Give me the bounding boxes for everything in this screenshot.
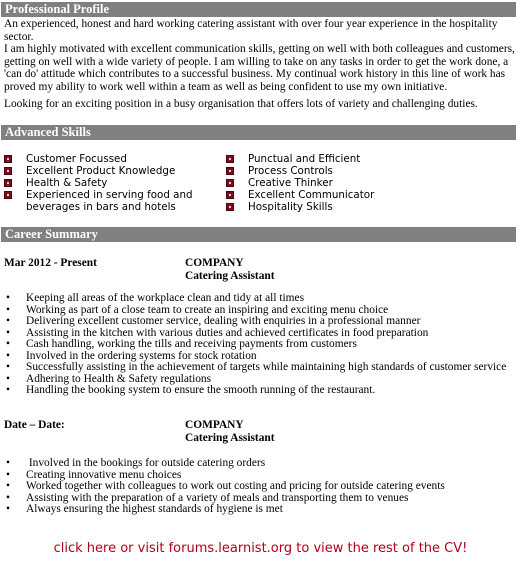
skill-item	[226, 153, 374, 165]
duty-text: Successfully assisting in the achievement of targets while maintaining high standards of customer service	[26, 361, 507, 373]
square-bullet-icon	[4, 155, 12, 163]
profile-paragraph	[4, 18, 516, 94]
duty-text: Keeping all areas of the workplace clean and tidy at all times	[26, 292, 305, 304]
skill-item	[4, 177, 193, 189]
bullet-icon: •	[6, 292, 10, 304]
job-duties-list	[4, 458, 516, 516]
skill-item	[4, 165, 193, 177]
skill-label: Process Controls	[248, 165, 333, 177]
skill-item	[4, 189, 193, 201]
duty-text: Assisting in the kitchen with various duties and achieved certificates in food preparation	[26, 326, 429, 339]
job-company	[185, 257, 275, 283]
bullet-icon: •	[6, 480, 10, 492]
bullet-icon: •	[6, 361, 10, 373]
square-bullet-icon	[226, 191, 234, 199]
bullet-icon: •	[6, 457, 10, 469]
skill-label: Excellent Communicator	[248, 189, 375, 201]
skill-label: Creative Thinker	[248, 177, 333, 189]
skill-label: Hospitality Skills	[248, 201, 333, 213]
square-bullet-icon	[226, 167, 234, 175]
duty-text: Assisting with the preparation of a variety of meals and transporting them to venues	[26, 491, 409, 504]
bullet-icon: •	[6, 303, 10, 316]
skill-label: Customer Focussed	[26, 153, 127, 165]
skill-item	[226, 177, 374, 189]
skill-label: Health & Safety	[26, 177, 108, 189]
profile-objective: Looking for an exciting position in a busy organisation that offers lots of variety and challenging duties.	[4, 98, 478, 110]
company-name: COMPANY	[185, 419, 244, 431]
bullet-icon: •	[6, 372, 10, 385]
bullet-icon: •	[6, 338, 10, 350]
profile-line: proved my ability to work well within a team as well as being confident to use my own initiative.	[4, 80, 448, 93]
duty-text: Involved in the bookings for outside catering orders	[26, 457, 266, 469]
square-bullet-icon	[226, 155, 234, 163]
duty-text: Delivering excellent customer service, dealing with enquiries in a professional manner	[26, 315, 421, 327]
duty-text: Involved in the ordering systems for stock rotation	[26, 349, 257, 362]
profile-line: An experienced, honest and hard working catering assistant with over four year experience in the hospitality sector.	[4, 18, 498, 43]
duty-text: Handling the booking system to ensure the smooth running of the restaurant.	[26, 384, 376, 396]
duty-text: Working as part of a close team to create an inspiring and exciting menu choice	[26, 303, 389, 316]
bullet-icon: •	[6, 326, 10, 339]
job-company	[185, 419, 275, 445]
square-bullet-icon	[226, 179, 234, 187]
duty-text: Always ensuring the highest standards of hygiene is met	[26, 503, 283, 515]
skills-column-left	[4, 153, 193, 213]
skill-item	[226, 165, 374, 177]
duty-item	[4, 385, 516, 397]
job-date: Date – Date:	[4, 419, 65, 431]
profile-line: getting on well with a wide variety of people. I am willing to take on any tasks in order to get the work done, a	[4, 55, 509, 68]
duty-text: Cash handling, working the tills and receiving payments from customers	[26, 338, 357, 350]
career-summary-heading: Career Summary	[1, 227, 516, 242]
bullet-icon: •	[6, 349, 10, 362]
bullet-icon: •	[6, 315, 10, 327]
square-bullet-icon	[226, 203, 234, 211]
skill-label: Punctual and Efficient	[248, 153, 361, 165]
skill-label: Excellent Product Knowledge	[26, 165, 176, 177]
duty-text: Worked together with colleagues to work out costing and pricing for outside catering events	[26, 480, 445, 492]
skill-item	[226, 189, 374, 201]
skill-item	[226, 201, 374, 213]
bullet-icon: •	[6, 503, 10, 515]
profile-line: 'can do' attitude which contributes to a successful business. My continual work history in this line of work has	[4, 68, 506, 81]
square-bullet-icon	[4, 167, 12, 175]
duty-text: Adhering to Health & Safety regulations	[26, 372, 212, 385]
skill-item	[4, 153, 193, 165]
professional-profile-heading: Professional Profile	[1, 2, 516, 17]
profile-line: I am highly motivated with excellent communication skills, getting on well with both colleagues and customers,	[4, 43, 515, 56]
bullet-icon: •	[6, 491, 10, 504]
view-full-cv-link[interactable]: click here or visit forums.learnist.org to view the rest of the CV!	[53, 541, 468, 556]
skill-label: beverages in bars and hotels	[26, 201, 176, 213]
job-date: Mar 2012 - Present	[4, 257, 97, 269]
skill-label: Experienced in serving food and	[26, 189, 193, 201]
company-name: COMPANY	[185, 257, 244, 269]
job-role: Catering Assistant	[185, 270, 275, 282]
job-duties-list	[4, 293, 516, 397]
job-role: Catering Assistant	[185, 432, 275, 444]
skills-column-right	[226, 153, 374, 213]
advanced-skills-heading: Advanced Skills	[1, 125, 516, 140]
bullet-icon: •	[6, 384, 10, 396]
duty-item	[4, 504, 516, 516]
square-bullet-icon	[4, 179, 12, 187]
duty-text: Creating innovative menu choices	[26, 468, 182, 481]
bullet-icon: •	[6, 468, 10, 481]
square-bullet-icon	[4, 191, 12, 199]
skill-item-continued	[4, 201, 193, 213]
